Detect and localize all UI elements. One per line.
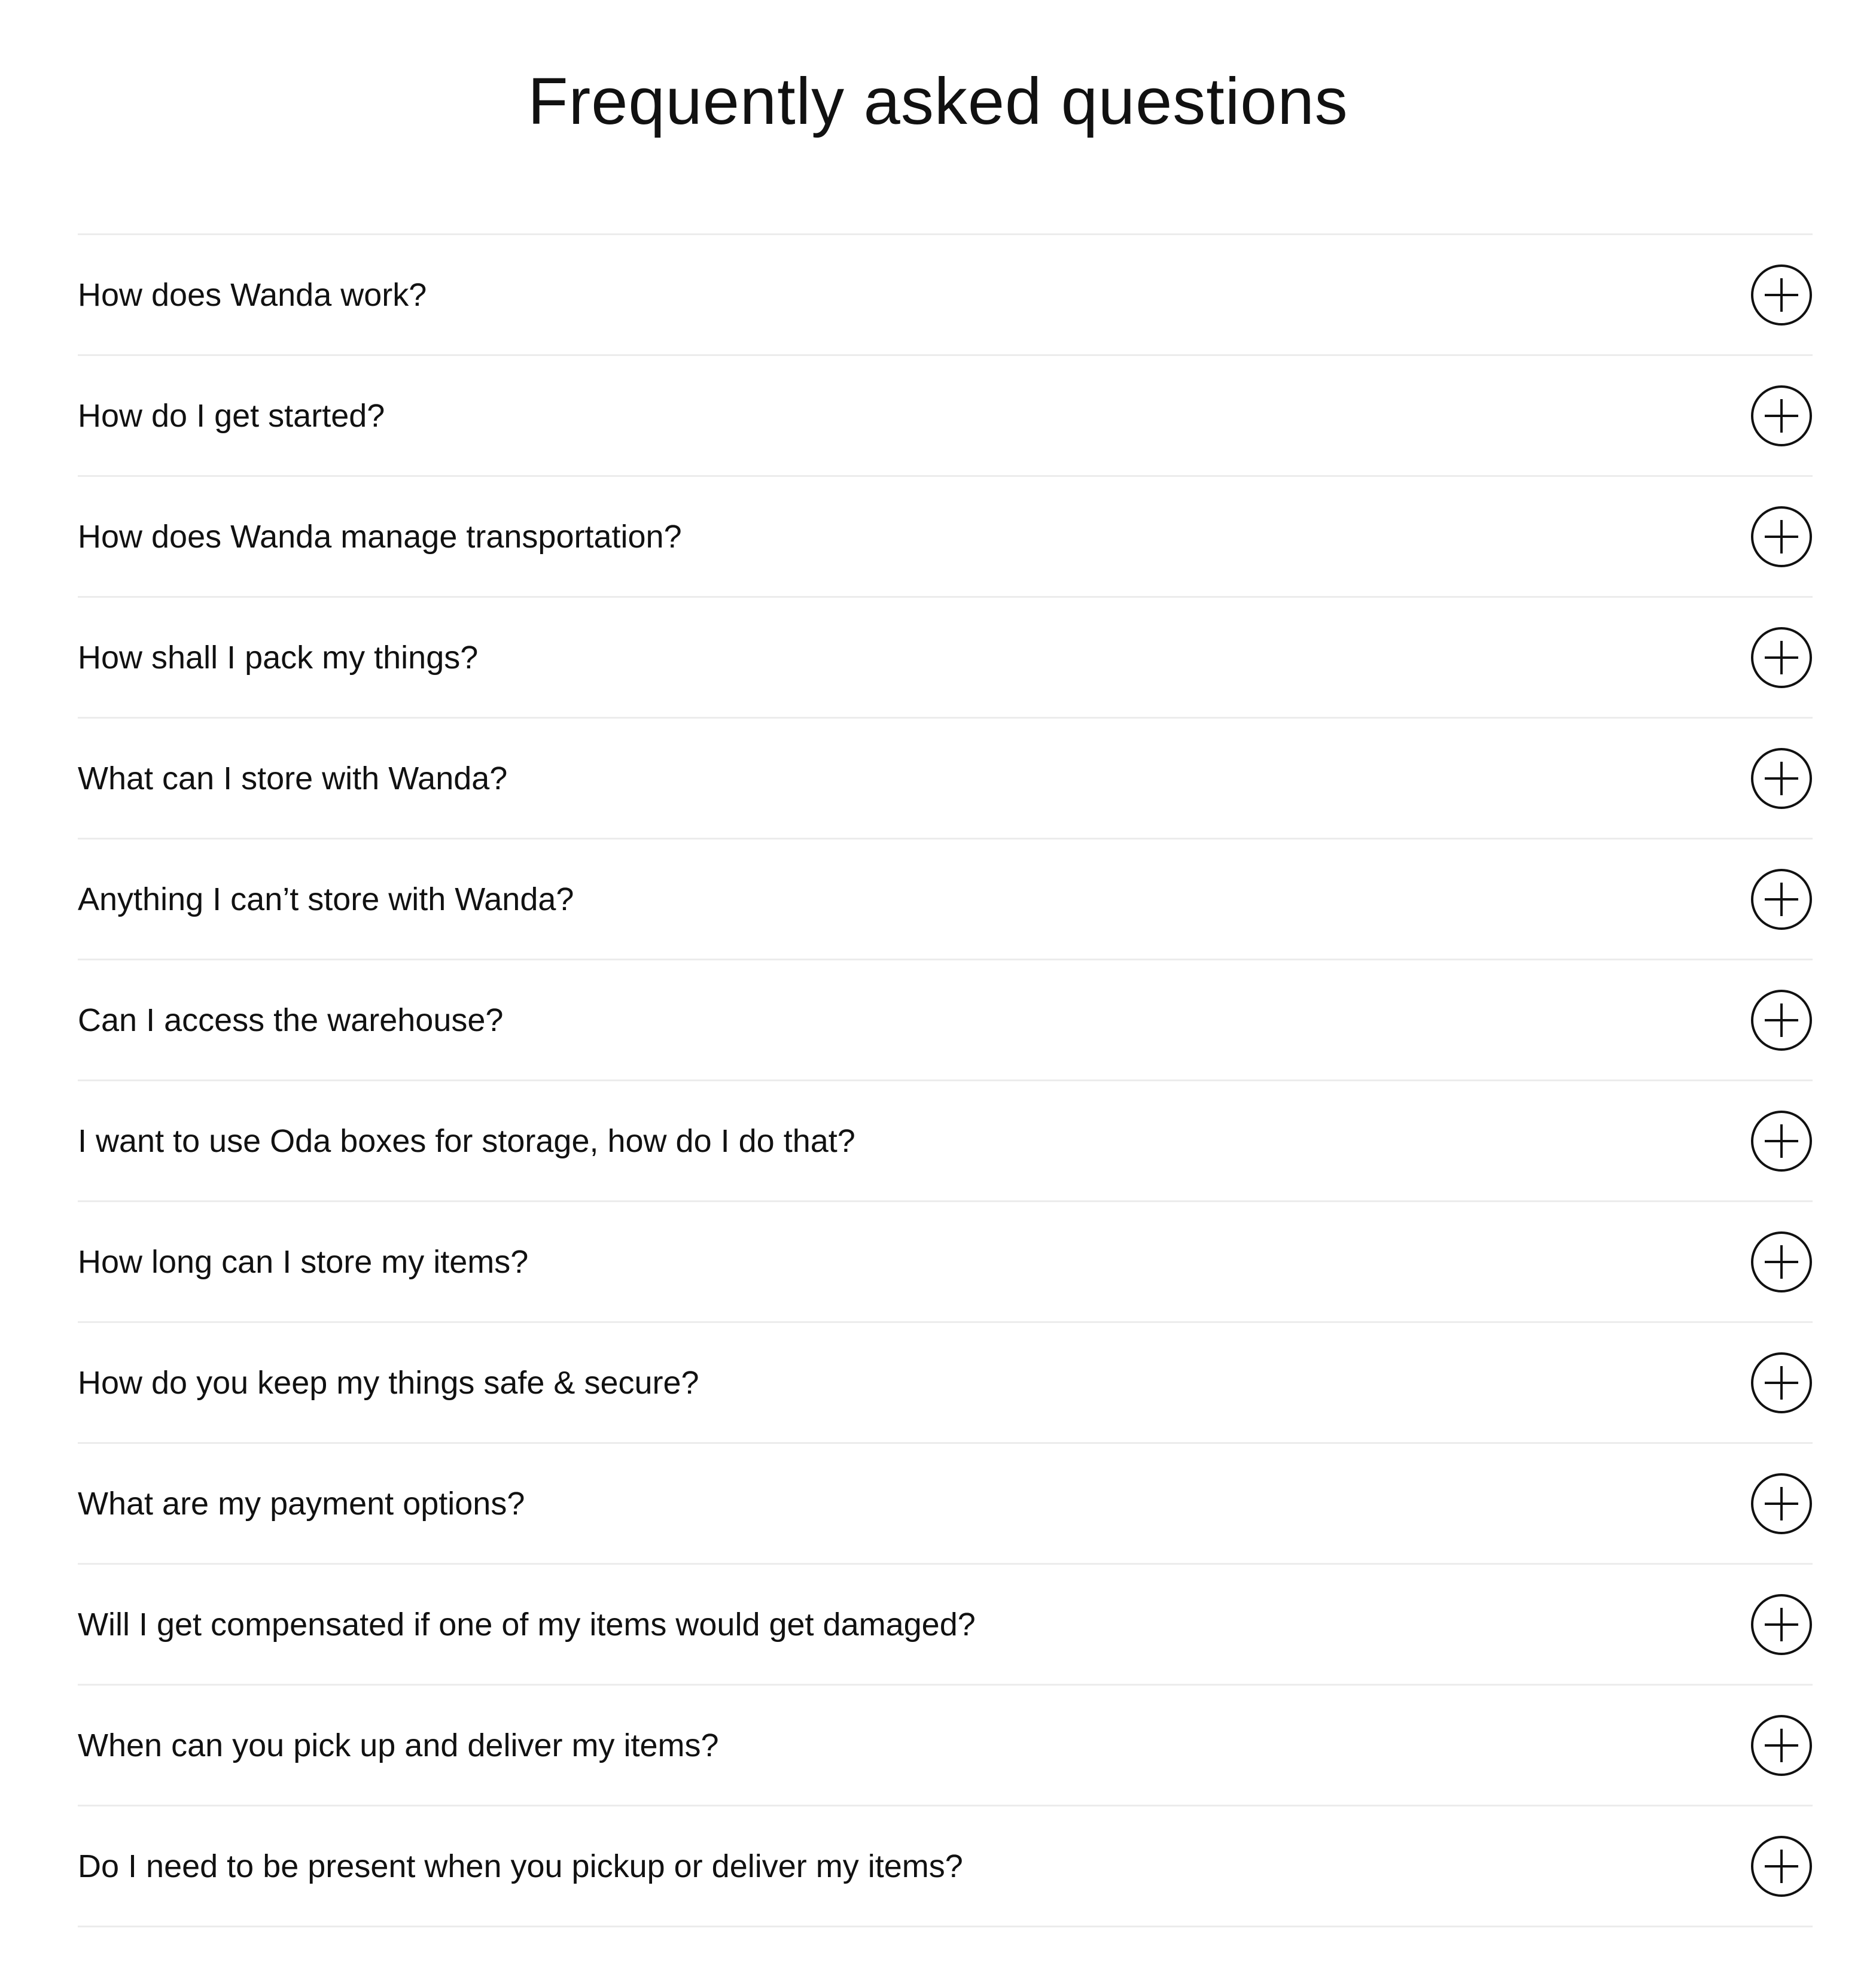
faq-question: How do you keep my things safe & secure?: [78, 1364, 699, 1401]
page-title: Frequently asked questions: [528, 65, 1348, 138]
faq-question: Can I access the warehouse?: [78, 1002, 504, 1038]
faq-item-packing[interactable]: [78, 598, 1813, 719]
faq-item-payment-options[interactable]: [78, 1444, 1813, 1565]
plus-circle-icon[interactable]: [1750, 506, 1813, 568]
plus-circle-icon[interactable]: [1750, 1593, 1813, 1656]
faq-item-get-started[interactable]: [78, 356, 1813, 477]
plus-circle-icon[interactable]: [1750, 264, 1813, 326]
faq-question: What are my payment options?: [78, 1485, 525, 1522]
plus-circle-icon[interactable]: [1750, 868, 1813, 930]
faq-item-cant-store[interactable]: [78, 840, 1813, 960]
faq-item-warehouse-access[interactable]: [78, 960, 1813, 1081]
plus-circle-icon[interactable]: [1750, 747, 1813, 810]
faq-list: [78, 233, 1813, 1927]
faq-question: How does Wanda work?: [78, 276, 427, 313]
faq-question: Will I get compensated if one of my items would get damaged?: [78, 1606, 976, 1643]
plus-circle-icon[interactable]: [1750, 626, 1813, 689]
faq-question: How does Wanda manage transportation?: [78, 518, 682, 555]
faq-item-oda-boxes[interactable]: [78, 1081, 1813, 1202]
faq-question: How do I get started?: [78, 397, 385, 434]
faq-question: Anything I can’t store with Wanda?: [78, 881, 574, 917]
faq-item-presence-required[interactable]: [78, 1806, 1813, 1927]
faq-item-pickup-delivery-times[interactable]: [78, 1686, 1813, 1806]
faq-item-storage-duration[interactable]: [78, 1202, 1813, 1323]
faq-item-compensation[interactable]: [78, 1565, 1813, 1686]
faq-item-how-does-wanda-work[interactable]: [78, 235, 1813, 356]
faq-item-safety[interactable]: [78, 1323, 1813, 1444]
plus-circle-icon[interactable]: [1750, 385, 1813, 447]
plus-circle-icon[interactable]: [1750, 1110, 1813, 1172]
faq-question: How shall I pack my things?: [78, 639, 479, 676]
faq-question: When can you pick up and deliver my items?: [78, 1727, 719, 1763]
faq-question: Do I need to be present when you pickup or deliver my items?: [78, 1848, 963, 1884]
faq-question: What can I store with Wanda?: [78, 760, 508, 796]
plus-circle-icon[interactable]: [1750, 1714, 1813, 1777]
faq-item-what-can-i-store[interactable]: [78, 719, 1813, 840]
plus-circle-icon[interactable]: [1750, 1231, 1813, 1293]
faq-item-transportation[interactable]: [78, 477, 1813, 598]
plus-circle-icon[interactable]: [1750, 1352, 1813, 1414]
plus-circle-icon[interactable]: [1750, 1835, 1813, 1897]
plus-circle-icon[interactable]: [1750, 1473, 1813, 1535]
plus-circle-icon[interactable]: [1750, 989, 1813, 1051]
faq-question: I want to use Oda boxes for storage, how do I do that?: [78, 1123, 855, 1159]
faq-question: How long can I store my items?: [78, 1243, 529, 1280]
